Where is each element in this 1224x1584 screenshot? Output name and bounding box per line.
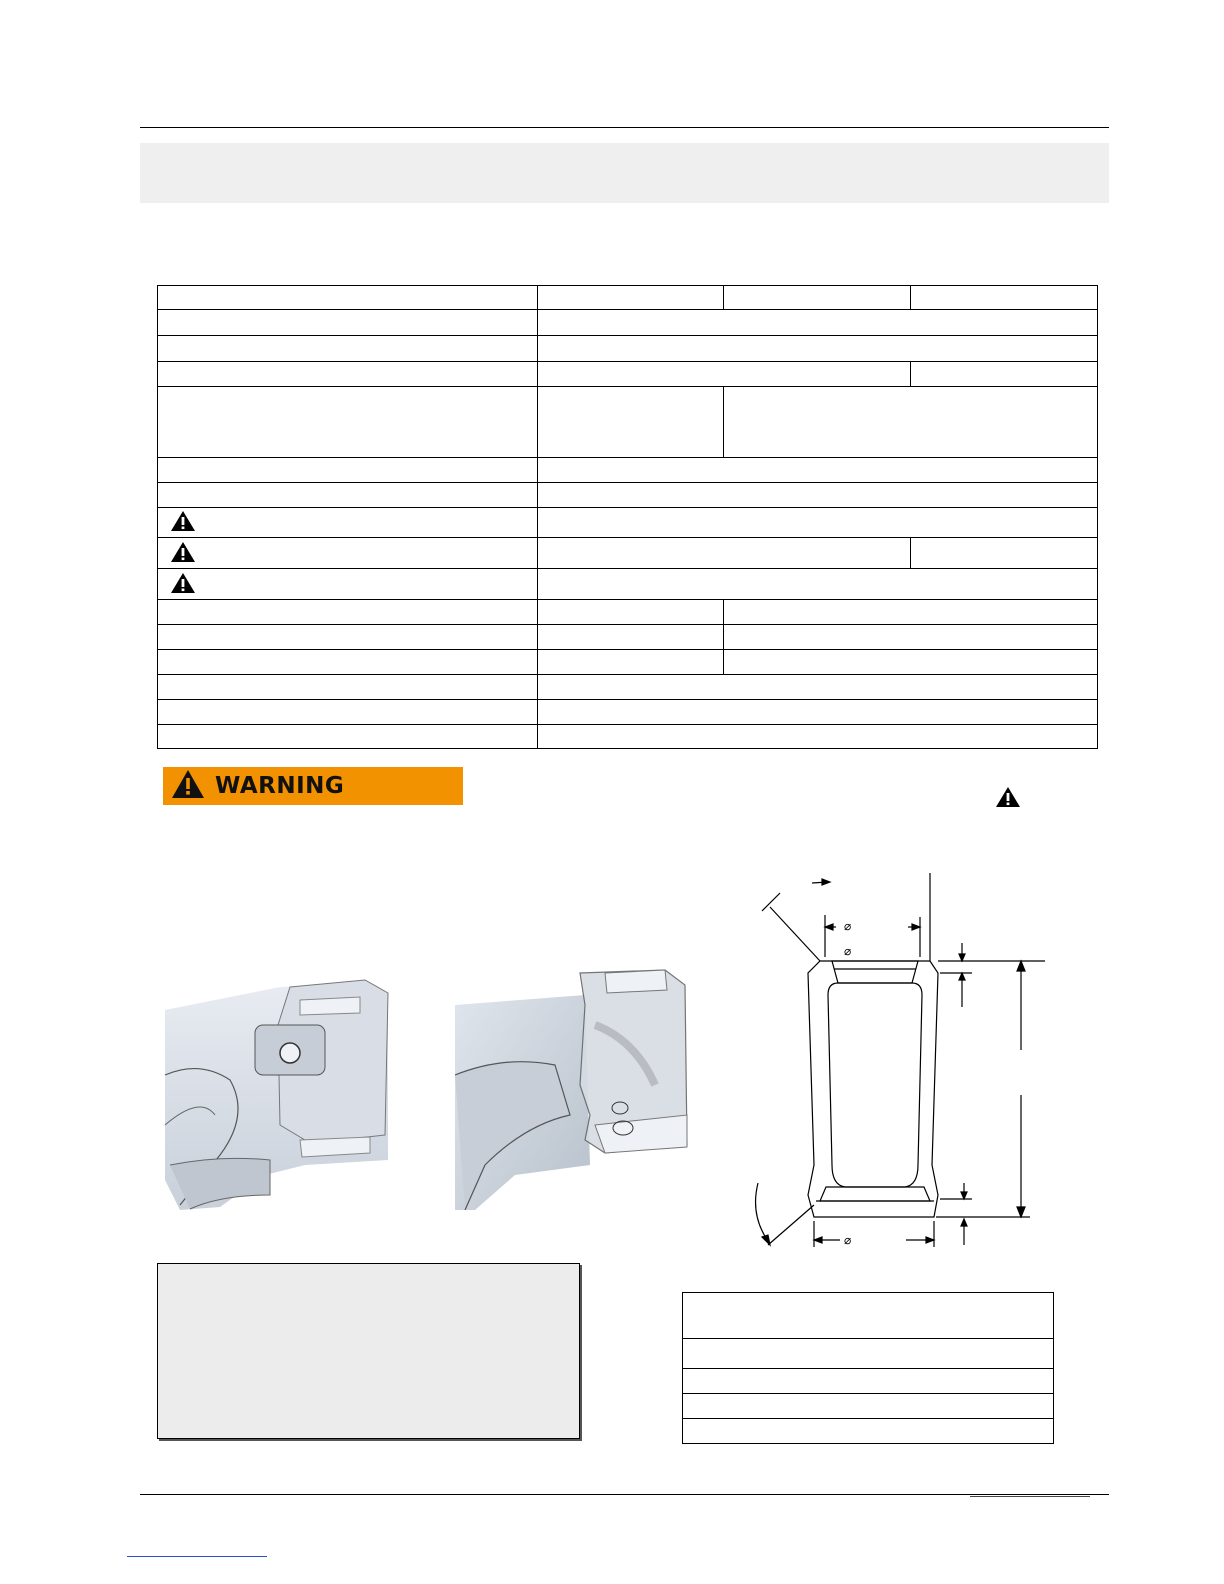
table-row xyxy=(683,1339,1054,1369)
table-row xyxy=(158,286,1098,310)
table-row xyxy=(158,310,1098,336)
table-row xyxy=(158,362,1098,387)
table-row xyxy=(158,625,1098,650)
table-row xyxy=(158,725,1098,749)
specification-table xyxy=(157,285,1098,749)
cross-section-diagram xyxy=(740,865,1060,1270)
table-row xyxy=(158,538,1098,569)
warning-triangle-icon xyxy=(171,769,205,804)
diameter-symbol-top-outer: ⌀ xyxy=(844,919,852,933)
warning-triangle-icon xyxy=(170,572,196,597)
section-header-band xyxy=(140,143,1109,203)
table-row xyxy=(158,483,1098,508)
table-row xyxy=(683,1419,1054,1444)
table-row xyxy=(158,458,1098,483)
table-row xyxy=(158,336,1098,362)
table-row xyxy=(158,600,1098,625)
product-photo-right xyxy=(455,965,695,1210)
footer-link-underline[interactable] xyxy=(127,1556,267,1557)
note-box xyxy=(157,1263,580,1439)
product-photo-left xyxy=(160,965,400,1210)
warning-triangle-icon xyxy=(995,786,1021,813)
warning-triangle-icon xyxy=(170,510,196,535)
table-row xyxy=(683,1293,1054,1339)
warning-banner xyxy=(163,767,463,805)
bottom-rule-accent xyxy=(970,1496,1090,1497)
table-row xyxy=(158,675,1098,700)
diameter-symbol-bottom: ⌀ xyxy=(844,1233,852,1247)
table-row xyxy=(158,650,1098,675)
warning-triangle-icon xyxy=(170,541,196,566)
table-row xyxy=(158,387,1098,458)
table-row xyxy=(158,569,1098,600)
table-row xyxy=(683,1394,1054,1419)
dimensions-table xyxy=(682,1292,1054,1444)
warning-label: WARNING xyxy=(215,773,345,799)
bottom-rule xyxy=(140,1494,1109,1495)
top-rule xyxy=(140,127,1109,128)
table-row xyxy=(158,508,1098,538)
table-row xyxy=(158,700,1098,725)
diameter-symbol-top-inner: ⌀ xyxy=(844,944,852,958)
table-row xyxy=(683,1369,1054,1394)
